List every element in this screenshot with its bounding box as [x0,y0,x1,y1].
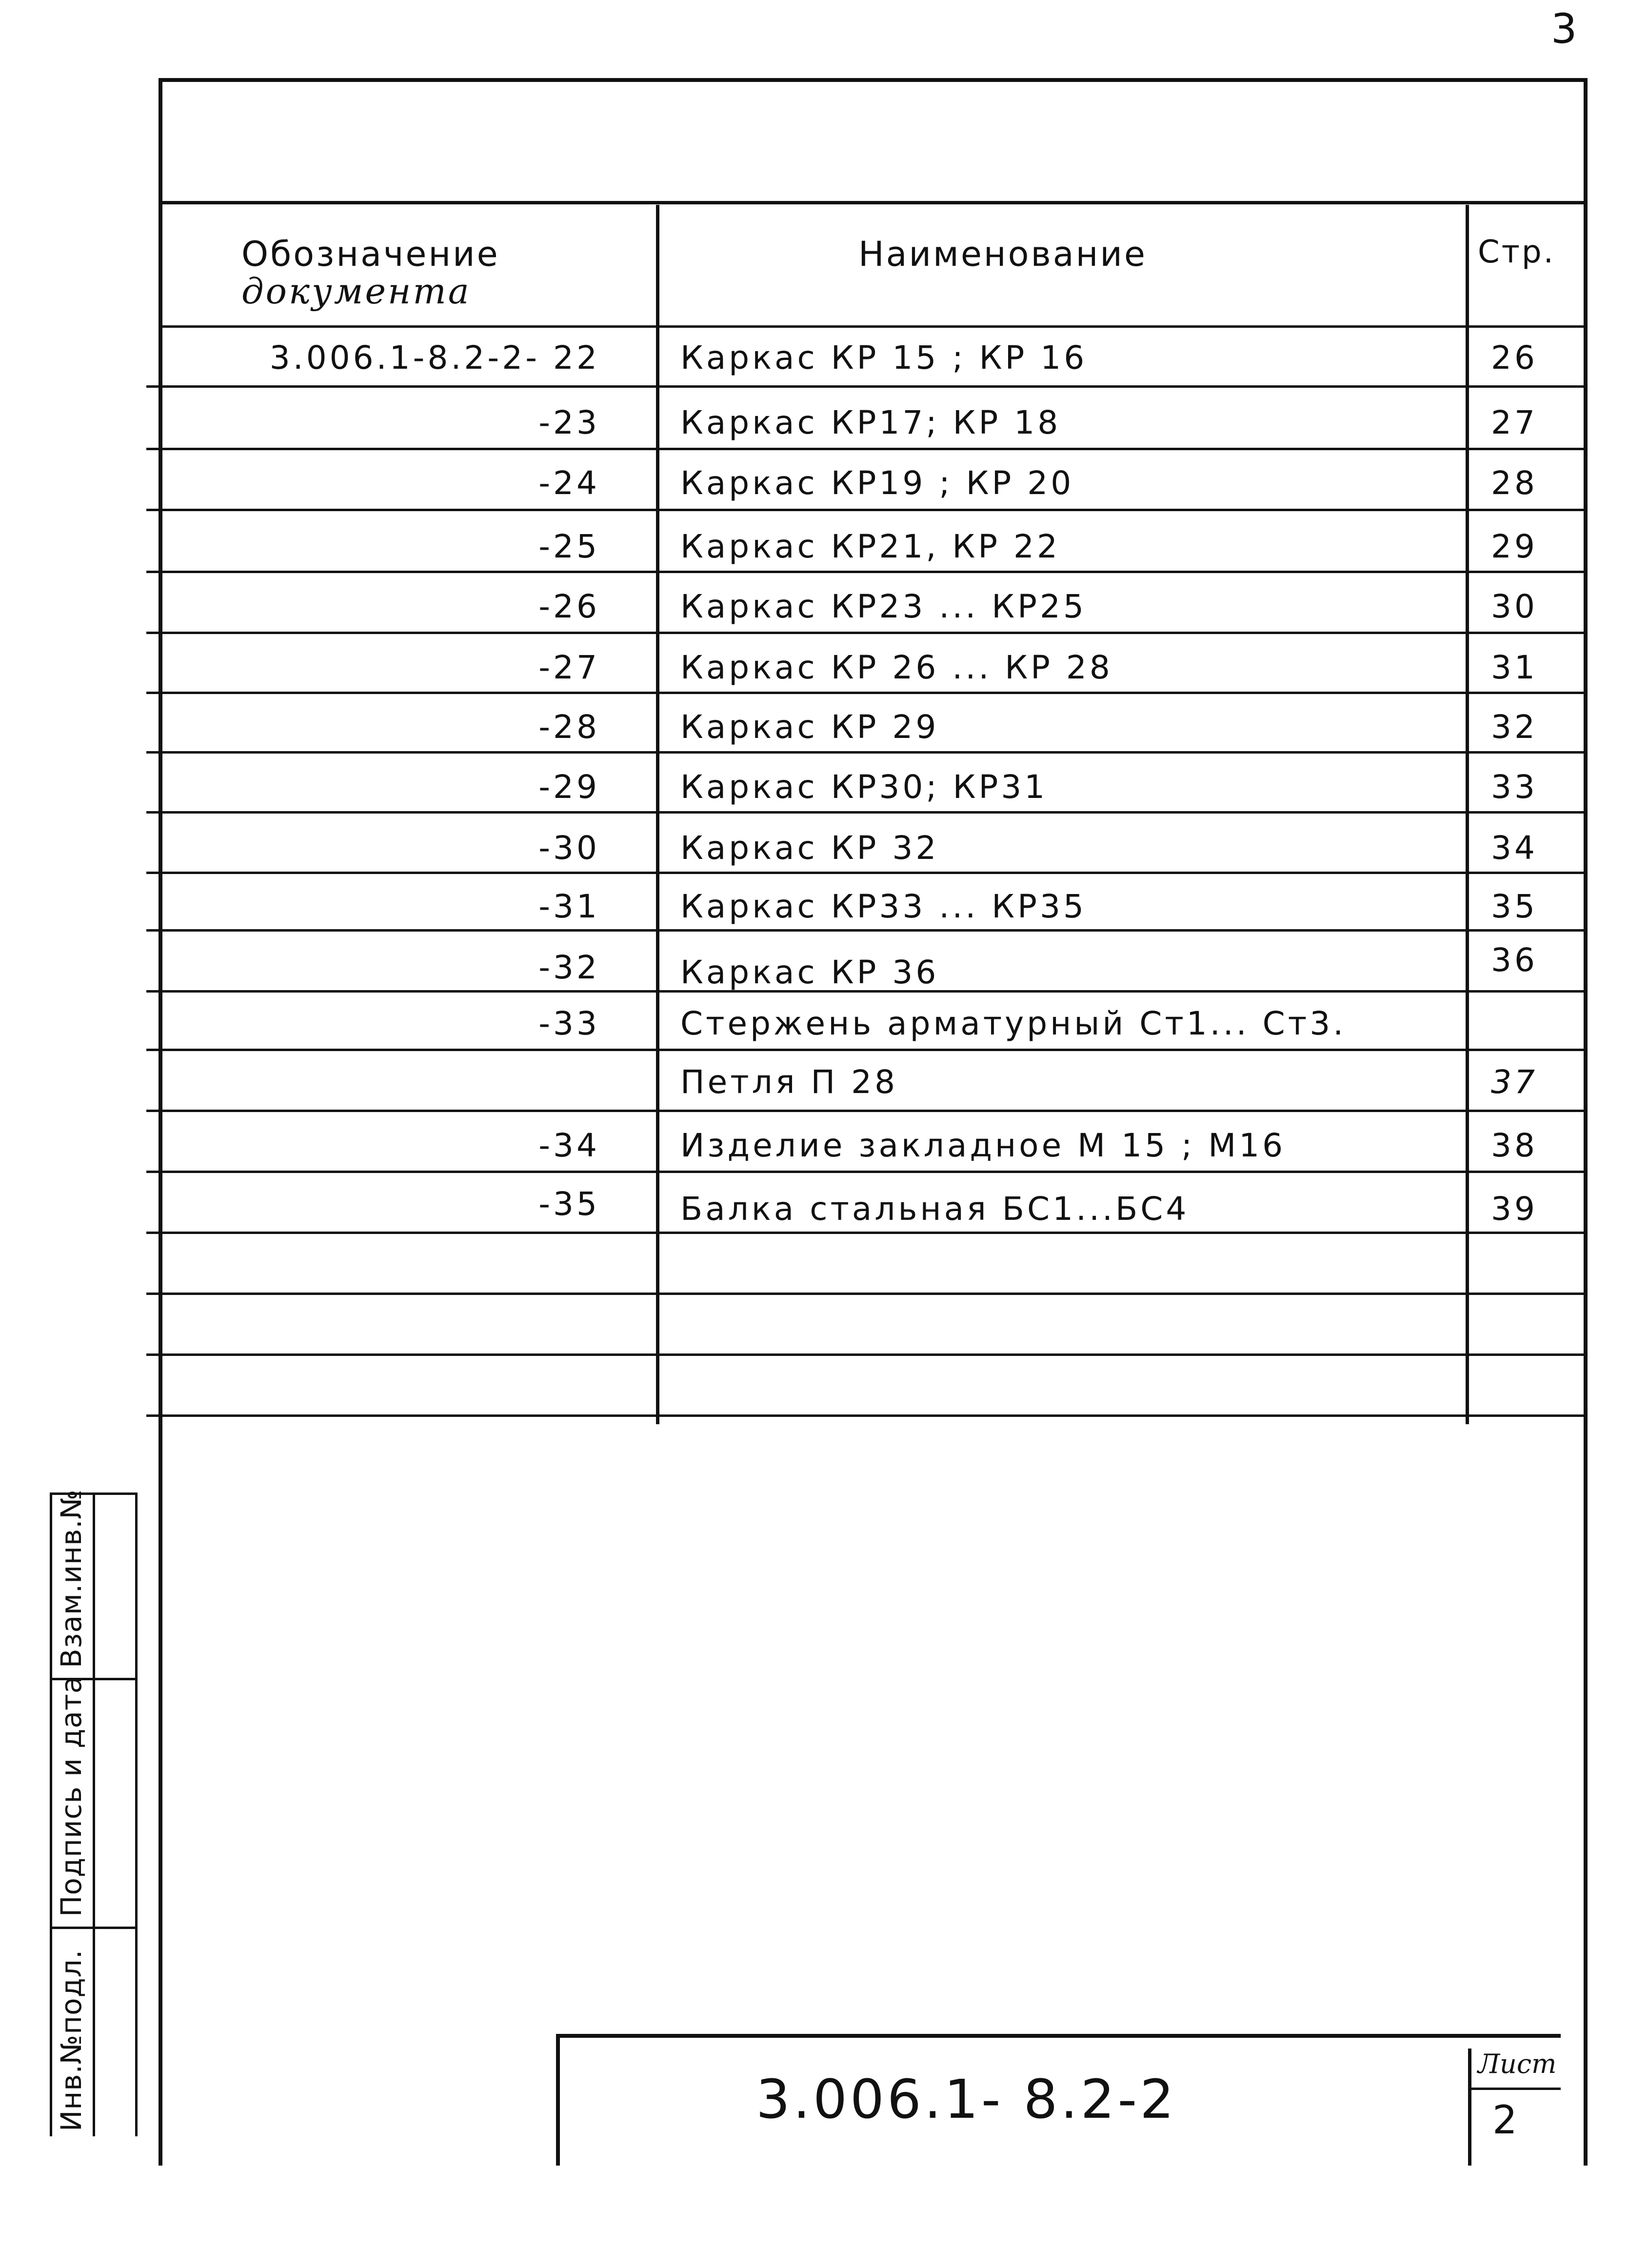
row-name: Изделие закладное М 15 ; М16 [680,1127,1286,1164]
row-page: 28 [1491,464,1538,502]
header-top-line [159,201,1588,204]
row-separator [146,1414,1588,1417]
row-page: 37 [1491,1063,1538,1101]
row-separator [146,692,1588,694]
row-separator [146,1171,1588,1173]
row-page: 27 [1491,404,1538,441]
row-separator [146,385,1588,388]
row-code: -26 [538,588,600,625]
side-stamp-line [50,1927,138,1929]
row-page: 38 [1491,1127,1538,1164]
row-name: Стержень арматурный Ст1... Ст3. [680,1005,1347,1042]
header-name: Наименование [858,234,1147,274]
row-separator [146,571,1588,573]
row-page: 26 [1491,339,1538,377]
row-page: 32 [1491,708,1538,746]
row-name: Каркас КР 29 [680,708,939,746]
column-divider-2 [1466,205,1469,1424]
row-name: Каркас КР 32 [680,829,939,867]
row-separator [146,1293,1588,1295]
row-separator [146,632,1588,634]
row-name: Каркас КР21, КР 22 [680,528,1060,565]
header-page: Стр. [1478,234,1555,270]
row-separator [146,751,1588,754]
column-divider-1 [656,205,659,1424]
row-code: -25 [538,528,600,565]
row-name: Каркас КР23 ... КР25 [680,588,1087,625]
sheet-number: 2 [1492,2097,1517,2143]
row-name: Каркас КР 15 ; КР 16 [680,339,1088,377]
row-name: Каркас КР 36 [680,954,939,991]
row-code: -32 [538,949,600,986]
row-separator [146,1353,1588,1356]
row-code: -29 [538,768,600,806]
side-podpis-label: Подпись и дата [55,1675,88,1917]
document-code: 3.006.1- 8.2-2 [756,2068,1177,2130]
row-name: Петля П 28 [680,1063,898,1101]
row-name: Балка стальная БС1...БС4 [680,1190,1190,1228]
drawing-frame [159,78,1588,2166]
row-code: -27 [538,649,600,686]
row-page: 36 [1491,941,1538,979]
row-code: -24 [538,464,600,502]
row-page: 31 [1491,649,1538,686]
header-designation-sub: документа [241,271,471,312]
row-code: -33 [538,1005,600,1042]
page-number: 3 [1551,5,1577,53]
header-bottom-line [159,325,1588,328]
row-name: Каркас КР17; КР 18 [680,404,1061,441]
row-code: -23 [538,404,600,441]
side-vzam-label: Взам.инв.№ [55,1489,88,1668]
row-page: 30 [1491,588,1538,625]
row-name: Каркас КР33 ... КР35 [680,888,1087,925]
row-separator [146,448,1588,450]
row-code: -35 [538,1185,600,1223]
side-stamp-divider [93,1492,95,2136]
side-inv-label: Инв.№подл. [55,1949,88,2131]
row-separator [146,811,1588,814]
row-page: 35 [1491,888,1538,925]
row-name: Каркас КР 26 ... КР 28 [680,649,1113,686]
row-separator [146,929,1588,932]
row-page: 34 [1491,829,1538,867]
header-designation: Обозначение [241,234,500,274]
row-separator [146,1232,1588,1234]
row-page: 33 [1491,768,1538,806]
row-code: -28 [538,708,600,746]
row-name: Каркас КР30; КР31 [680,768,1048,806]
row-code: 3.006.1-8.2-2- 22 [269,339,600,377]
row-separator [146,1110,1588,1112]
row-code: -34 [538,1127,600,1164]
row-separator [146,1049,1588,1051]
sheet-box-divider [1468,2088,1561,2090]
row-code: -31 [538,888,600,925]
row-separator [146,872,1588,874]
row-name: Каркас КР19 ; КР 20 [680,464,1074,502]
row-page: 29 [1491,528,1538,565]
row-page: 39 [1491,1190,1538,1228]
row-separator [146,509,1588,511]
row-code: -30 [538,829,600,867]
sheet-label: Лист [1478,2049,1557,2079]
